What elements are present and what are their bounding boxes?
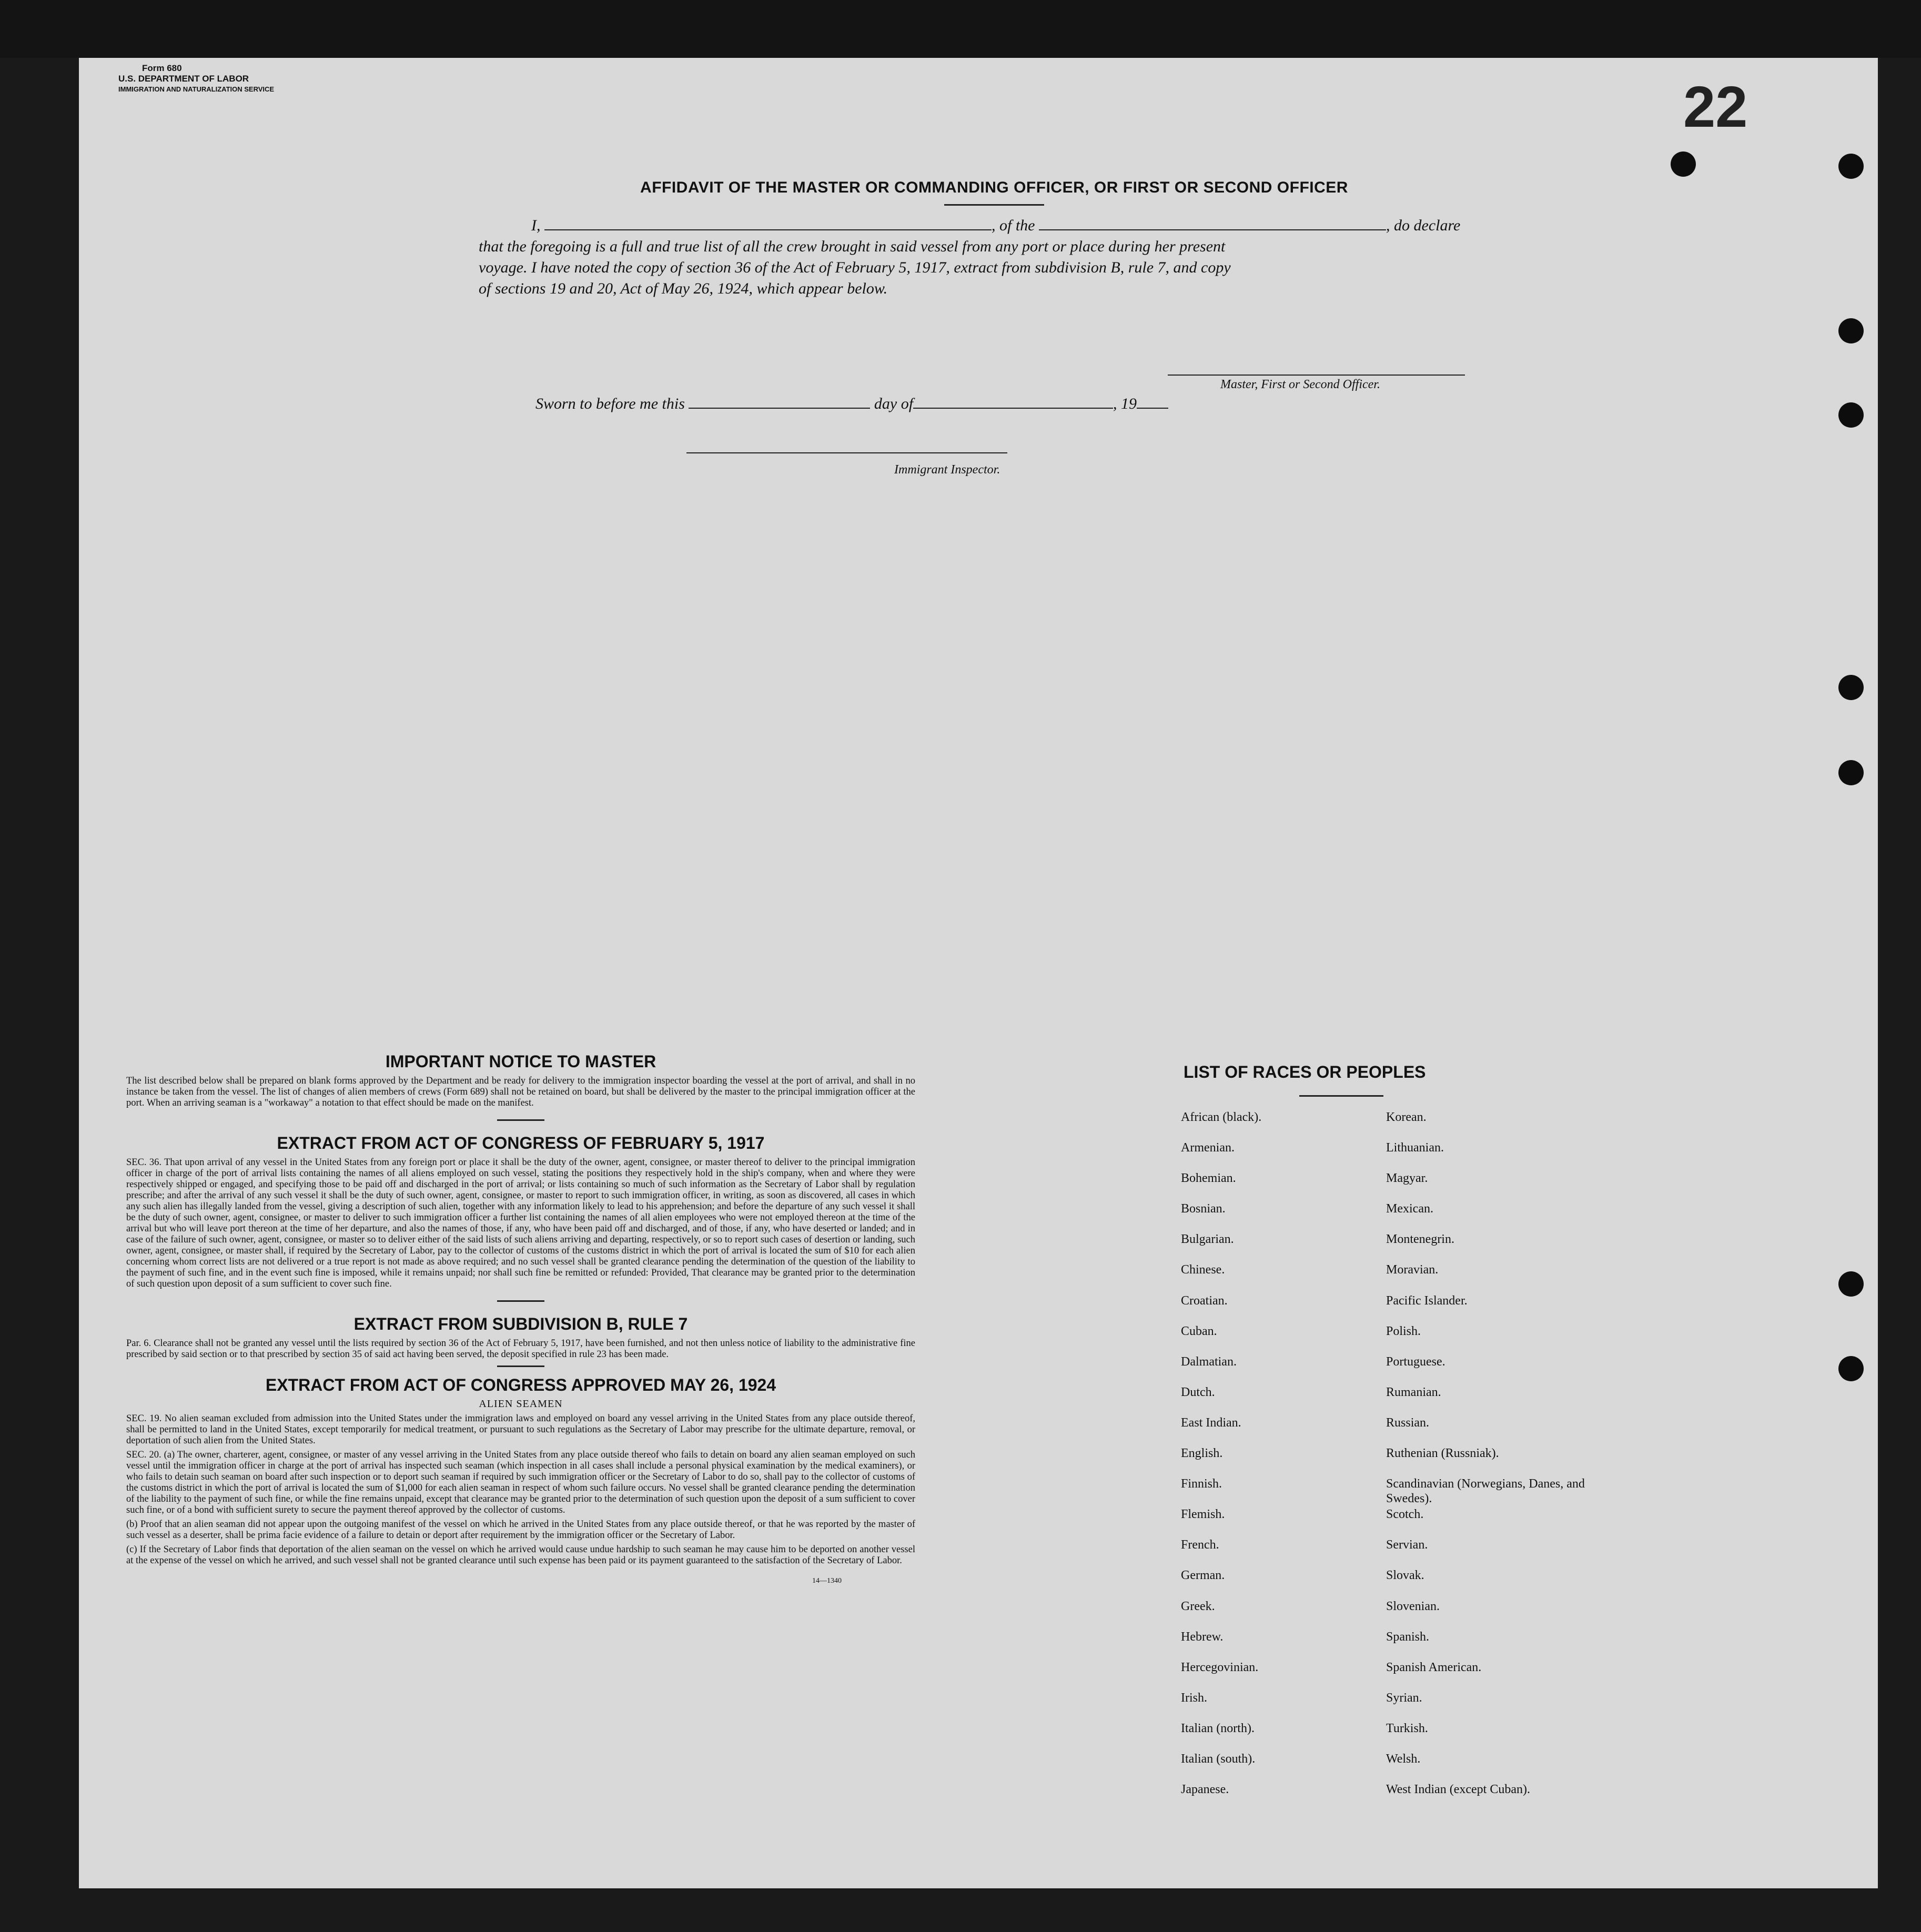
race-item: Cuban. [1181,1324,1217,1338]
affidavit-title: AFFIDAVIT OF THE MASTER OR COMMANDING OFFICER, OR FIRST OR SECOND OFFICER [640,179,1348,196]
name-blank[interactable] [544,217,992,230]
race-item: Dutch. [1181,1385,1215,1399]
race-item: Bohemian. [1181,1171,1236,1186]
alien-seamen-subtitle: ALIEN SEAMEN [479,1398,563,1410]
form-header [118,63,308,95]
sec20b-text: (b) Proof that an alien seaman did not appear upon the outgoing manifest of the vessel on which he arrived in the United States from any place outside thereof, or that he was reported by the master of such vessel as a deserter, shall be prima facie evidence of a failure to detain or deport after requirement by the immigration officer or the Secretary of Labor. [126,1519,915,1541]
race-item: Slovak. [1386,1569,1424,1583]
title-rule [944,204,1044,206]
inspector-label: Immigrant Inspector. [894,463,1000,477]
race-item: Armenian. [1181,1141,1235,1155]
sec20c-text: (c) If the Secretary of Labor finds that deportation of the alien seaman on the vessel on which he arrived would cause undue hardship to such seaman he may cause him to be deported on another vessel at the expense of the vessel on which he arrived, and such vessel shall not be granted clearance until such expense has been paid or its payment guaranteed to the satisfaction of the Secretary of Labor. [126,1544,915,1566]
rule7-title: EXTRACT FROM SUBDIVISION B, RULE 7 [353,1314,688,1333]
affidavit-line-2: that the foregoing is a full and true list of all the crew brought in said vessel from any port or place during her present [479,238,1226,255]
affidavit-of-the: , of the [992,217,1035,234]
section-divider [497,1119,544,1121]
race-item: Slovenian. [1386,1599,1440,1613]
department-name: U.S. DEPARTMENT OF LABOR [118,74,249,84]
race-item: Lithuanian. [1386,1141,1444,1155]
sec19-text: SEC. 19. No alien seaman excluded from admission into the United States under the immigration laws and employed on board any vessel arriving in the United States from any place outside thereof, shall be permitted to land in the United States, except temporarily for medical treatment, or pursuant to such regulations as the Secretary of Labor may prescribe for the ultimate departure, removal, or deportation of such alien from the United States. [126,1413,915,1446]
vessel-blank[interactable] [1039,217,1386,230]
sworn-year-blank[interactable] [1137,395,1168,409]
race-item: West Indian (except Cuban). [1386,1783,1530,1797]
race-item: Italian (south). [1181,1752,1256,1766]
section-divider [497,1300,544,1302]
affidavit-line-1 [479,215,1510,236]
race-item: Welsh. [1386,1752,1421,1766]
race-item: Servian. [1386,1538,1428,1552]
race-item: Korean. [1386,1110,1427,1124]
master-label: Master, First or Second Officer. [1220,378,1380,391]
extract-1924-title: EXTRACT FROM ACT OF CONGRESS APPROVED MAY 26, 1924 [265,1375,776,1394]
inspector-signature-line[interactable] [686,452,1007,453]
race-item: German. [1181,1569,1225,1583]
race-item: Spanish American. [1386,1660,1482,1674]
race-item: Italian (north). [1181,1721,1255,1735]
race-item: Pacific Islander. [1386,1293,1468,1308]
race-item: Dalmatian. [1181,1354,1237,1369]
race-item: English. [1181,1447,1223,1461]
sworn-day-blank[interactable] [689,395,870,409]
races-column-2 [1386,1110,1586,1813]
races-column-1 [1181,1110,1381,1813]
race-item: East Indian. [1181,1415,1241,1430]
race-item: Chinese. [1181,1263,1225,1277]
sec20a-text: SEC. 20. (a) The owner, charterer, agent, consignee, or master of any vessel arriving in the United States from any place outside thereof who fails to detain on board any alien seaman employed on such vessel until the immigration officer in charge at the port of arrival has inspected such seaman (which inspection in all cases shall include a personal physical examination by the medical examiners), or who fails to detain such seaman on board after such inspection or to deport such seaman if required by such immigration officer or the Secretary of Labor to do so, shall pay to the collector of customs of the customs district in which the port of arrival is located the sum of $1,000 for each alien seaman in respect of whom such failure occurs. No vessel shall be granted clearance pending the determination of the liability to the payment of such fine, or while the fine remains unpaid, except that clearance may be granted prior to the determination of such question upon the deposit of a sum sufficient to cover such fine, or of a bond with sufficient surety to secure the payment thereof approved by the collector of customs. [126,1450,915,1515]
print-code: 14—1340 [812,1577,842,1585]
binder-hole [1838,402,1864,428]
race-item: Turkish. [1386,1721,1428,1735]
page-number: 22 [1683,75,1748,139]
race-item: Hercegovinian. [1181,1660,1259,1674]
section-divider [497,1365,544,1367]
race-item: Magyar. [1386,1171,1428,1186]
race-item: Croatian. [1181,1293,1228,1308]
form-number: Form 680 [142,63,182,73]
extract-1917-text: SEC. 36. That upon arrival of any vessel in the United States from any foreign port or place it shall be the duty of the owner, agent, consignee, or master thereof to deliver to the principal immigration officer in charge of the port of arrival lists containing the names of all aliens employed on such vessel, stating the positions they respectively hold in the ship's company, when and where they were respectively shipped or engaged, and specifying those to be paid off and discharged in the port of arrival; or lists containing so much of such information as the Secretary of Labor shall by regulation prescribe; and after the arrival of any such vessel it shall be the duty of such owner, agent, consignee, or master to report to such immigration officer, in writing, as soon as discovered, all cases in which any such alien has illegally landed from the vessel, giving a description of such alien, together with any information likely to lead to his apprehension; and before the departure of any such vessel it shall be the duty of such owner, agent, consignee, or master to deliver to such immigration officer a further list containing the names of all alien employees who were not employed thereon at the time of the arrival but who will leave port thereon at the time of her departure, and also the names of those, if any, who have been paid off and discharged, and of those, if any, who have deserted or landed; and in case of the failure of such owner, agent, consignee, or master so to deliver either of the said lists of such aliens arriving and departing, respectively, or so to report such cases of desertion or landing, such owner, agent, consignee, or master shall, if required by the Secretary of Labor, pay to the collector of customs of the customs district in which the port of arrival is located the sum of $10 for each alien concerning whom correct lists are not delivered or a true report is not made as above required; and no such vessel shall be granted clearance pending the determination of the question of the liability to the payment of such fine, and in the event such fine is imposed, while it remains unpaid; nor shall such fine be remitted or refunded: Provided, That clearance may be granted prior to the determination of such question upon deposit of a sum sufficient to cover such fine. [126,1157,915,1289]
race-item: Polish. [1386,1324,1421,1338]
master-signature-line[interactable] [1168,375,1465,376]
binder-hole [1838,1356,1864,1381]
affidavit-line-3: voyage. I have noted the copy of section 36 of the Act of February 5, 1917, extract from subdivision B, rule 7, and copy [479,259,1231,276]
race-item: French. [1181,1538,1219,1552]
binder-hole [1838,1271,1864,1297]
race-item: African (black). [1181,1110,1262,1124]
scan-top-edge [0,0,1921,58]
race-item: Scandinavian (Norwegians, Danes, and Swedes). [1386,1477,1585,1506]
binder-hole [1838,318,1864,343]
year-prefix: , 19 [1113,395,1137,412]
binder-hole [1838,154,1864,179]
race-item: Finnish. [1181,1477,1222,1491]
race-item: Ruthenian (Russniak). [1386,1447,1499,1461]
races-title-rule [1299,1095,1383,1097]
binder-hole [1838,675,1864,700]
notice-text: The list described below shall be prepared on blank forms approved by the Department and be ready for delivery to the immigration inspector boarding the vessel at the port of arrival, and shall in no instance be taken from the vessel. The list of changes of alien members of crews (Form 689) shall not be retained on board, but shall be delivered by the master to the principal immigration officer at the port. When an arriving seaman is a "workaway" a notation to that effect should be made on the manifest. [126,1076,915,1108]
race-item: Moravian. [1386,1263,1439,1277]
race-item: Rumanian. [1386,1385,1441,1399]
rule7-text: Par. 6. Clearance shall not be granted any vessel until the lists required by section 36 of the Act of February 5, 1917, have been furnished, and not then unless notice of liability to the administrative fine prescribed by said section or to that prescribed by section 35 of said act having been served, the deposit specified in rule 23 has been made. [126,1338,915,1360]
sworn-line [535,393,1168,414]
race-item: Spanish. [1386,1630,1430,1644]
race-item: Bulgarian. [1181,1232,1234,1247]
race-item: Hebrew. [1181,1630,1224,1644]
race-item: Russian. [1386,1415,1430,1430]
races-title: LIST OF RACES OR PEOPLES [1184,1063,1426,1081]
race-item: Scotch. [1386,1508,1424,1522]
race-item: Flemish. [1181,1508,1225,1522]
binder-hole [1838,760,1864,785]
race-item: Irish. [1181,1691,1207,1705]
service-name: IMMIGRATION AND NATURALIZATION SERVICE [118,85,275,93]
legal-text-column [126,1052,915,1585]
binder-hole [1671,151,1696,177]
race-item: Bosnian. [1181,1202,1226,1216]
race-item: Mexican. [1386,1202,1433,1216]
race-item: Japanese. [1181,1783,1229,1797]
affidavit-declare: , do declare [1386,217,1461,234]
extract-1917-title: EXTRACT FROM ACT OF CONGRESS OF FEBRUARY 5, 1917 [277,1134,765,1152]
race-item: Syrian. [1386,1691,1422,1705]
notice-title: IMPORTANT NOTICE TO MASTER [385,1052,656,1071]
race-item: Greek. [1181,1599,1215,1613]
race-item: Portuguese. [1386,1354,1445,1369]
day-of-text: day of [874,395,914,412]
bleed-through-text [79,58,1878,1888]
affidavit-i: I, [531,217,541,234]
sworn-month-blank[interactable] [913,395,1113,409]
sworn-text: Sworn to before me this [535,395,685,412]
affidavit-section [479,179,1510,299]
document-page [79,58,1878,1888]
race-item: Montenegrin. [1386,1232,1454,1247]
affidavit-line-4: of sections 19 and 20, Act of May 26, 1924, which appear below. [479,280,888,297]
